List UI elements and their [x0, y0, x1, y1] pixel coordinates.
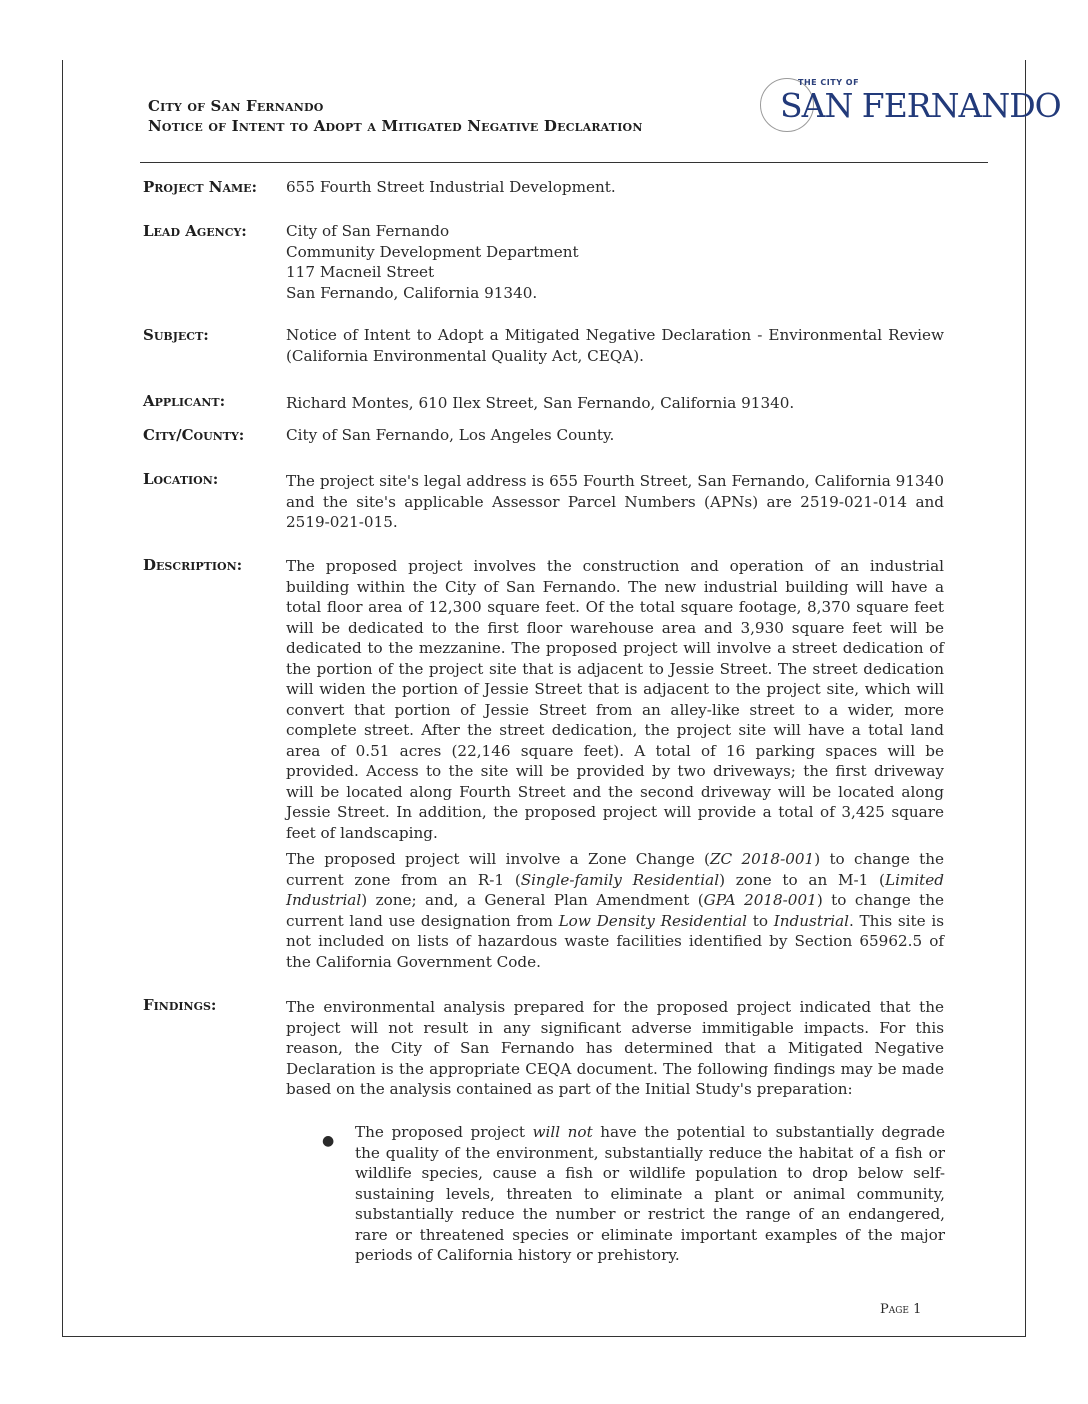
text-run: The proposed project: [355, 1123, 533, 1141]
city-county-value: City of San Fernando, Los Angeles County.: [286, 426, 615, 444]
logo-wordmark: SAN FERNANDO: [780, 86, 1061, 125]
new-land-use: Industrial: [773, 911, 849, 930]
page-number: Page 1: [880, 1302, 922, 1317]
subject-value: Notice of Intent to Adopt a Mitigated Negative Declaration - Environmental Review (California Environmental Quality Act, CEQA).: [286, 326, 944, 365]
text-run: ) zone to an M-1 (: [719, 870, 885, 889]
city-county-label: City/County:: [143, 426, 245, 444]
current-zone-name: Single-family Residential: [520, 870, 720, 889]
text-run: ) to change the current zone from an R-1 (: [286, 850, 944, 889]
text-run: to: [747, 911, 774, 930]
finding-bullet-1: [355, 1122, 945, 1266]
text-run: ) zone; and, a General Plan Amendment (: [361, 891, 704, 909]
applicant-value: Richard Montes, 610 Ilex Street, San Fernando, California 91340.: [286, 394, 795, 412]
location-label: Location:: [143, 470, 219, 488]
description-label: Description:: [143, 556, 243, 574]
project-name-value: 655 Fourth Street Industrial Development.: [286, 178, 616, 196]
header-divider: [140, 162, 988, 163]
new-zone-name: Limited Industrial: [286, 870, 944, 909]
lead-agency-line: Community Development Department: [286, 242, 579, 261]
header-city: City of San Fernando: [148, 97, 324, 115]
lead-agency-line: San Fernando, California 91340.: [286, 283, 538, 302]
lead-agency-label: Lead Agency:: [143, 222, 247, 240]
applicant-label: Applicant:: [143, 392, 226, 410]
text-run: The proposed project will involve a Zone Change (: [286, 850, 710, 868]
header-notice-title: Notice of Intent to Adopt a Mitigated Negative Declaration: [148, 117, 643, 135]
text-run: have the potential to substantially degrade the quality of the environment, substantially reduce the habitat of a fish or wildlife species, cause a fish or wildlife population to drop below self-sustaining levels, threaten to eliminate a plant or animal community, substantially reduce the number or restrict the range of an endangered, rare or threatened species or eliminate important examples of the major periods of California history or prehistory.: [355, 1123, 945, 1264]
subject-label: Subject:: [143, 326, 209, 344]
current-land-use: Low Density Residential: [558, 911, 748, 930]
lead-agency-value: [286, 221, 944, 303]
emphasis-text: will not: [532, 1123, 593, 1141]
description-paragraph-2: [286, 849, 944, 972]
city-logo: [758, 72, 1061, 134]
findings-paragraph: The environmental analysis prepared for the proposed project indicated that the project will not result in any significant adverse immitigable impacts. For this reason, the City of San Fernando has determined that a Mitigated Negative Declaration is the appropriate CEQA document. The following findings may be made based on the analysis contained as part of the Initial Study's preparation:: [286, 998, 944, 1098]
description-paragraph-1: The proposed project involves the construction and operation of an industrial building within the City of San Fernando. The new industrial building will have a total floor area of 12,300 square feet. Of the total square footage, 8,370 square feet will be dedicated to the first floor warehouse area and 3,930 square feet will be dedicated to the mezzanine. The proposed project will involve a street dedication of the portion of the project site that is adjacent to Jessie Street. The street dedication will widen the portion of Jessie Street that is adjacent to the project site, which will convert that portion of Jessie Street from an alley-like street to a wider, more complete street. After the street dedication, the project site will have a total land area of 0.51 acres (22,146 square feet). A total of 16 parking spaces will be provided. Access to the site will be provided by two driveways; the first driveway will be located along Fourth Street and the second driveway will be located along Jessie Street. In addition, the proposed project will provide a total of 3,425 square feet of landscaping.: [286, 557, 944, 842]
lead-agency-line: 117 Macneil Street: [286, 263, 435, 281]
logo-small-text: THE CITY OF: [798, 78, 860, 87]
findings-label: Findings:: [143, 996, 217, 1014]
project-name-label: Project Name:: [143, 178, 258, 196]
bullet-icon: ●: [322, 1133, 335, 1149]
text-run: . This site is not included on lists of hazardous waste facilities identified by Section 65962.5 of the California Government Code.: [286, 911, 944, 971]
zone-change-number: ZC 2018-001: [709, 850, 815, 868]
location-value: The project site's legal address is 655 Fourth Street, San Fernando, California 91340 and the site's applicable Assessor Parcel Numbers (APNs) are 2519-021-014 and 2519-021-015.: [286, 472, 944, 531]
document-header: [148, 96, 643, 136]
text-run: ) to change the current land use designation from: [286, 891, 944, 930]
lead-agency-line: City of San Fernando: [286, 222, 450, 240]
plan-amendment-number: GPA 2018-001: [703, 891, 817, 909]
